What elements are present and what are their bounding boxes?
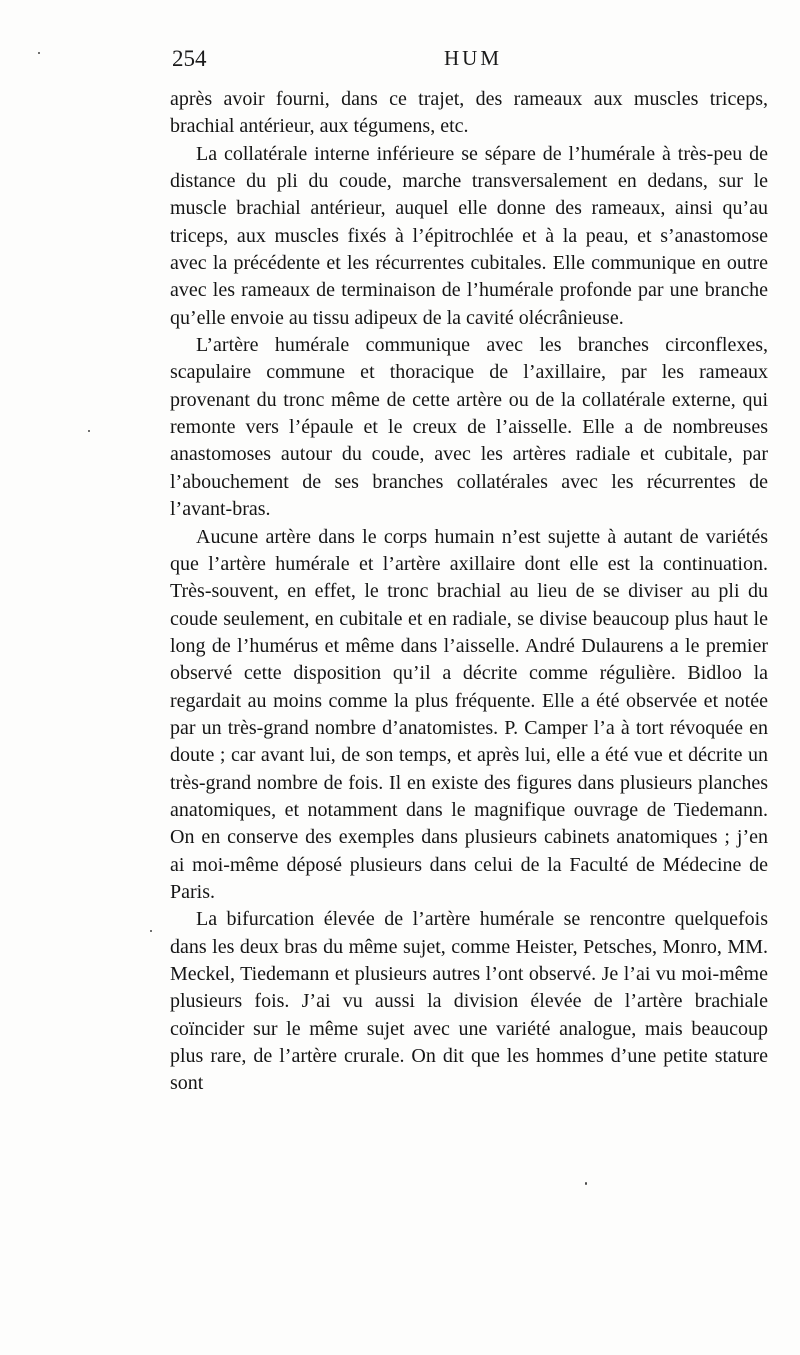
paragraph: La collatérale interne inférieure se sépare de l’humérale à très-peu de distance du pli du coude, marche transversalement en dedans, sur le muscle brachial antérieur, auquel elle donne des rameaux, ainsi qu’au triceps, aux muscles fixés à l’épitrochlée et à la peau, et s’anastomose avec la précédente et les récurrentes cubitales. Elle communique en outre avec les rameaux de terminaison de l’humérale profonde par une branche qu’elle envoie au tissu adipeux de la cavité olécrânieuse.: [170, 142, 768, 329]
page-number: 254: [172, 46, 207, 71]
paragraph: Aucune artère dans le corps humain n’est sujette à autant de variétés que l’artère humérale et l’artère axillaire dont elle est la continuation. Très-souvent, en effet, le tronc brachial au lieu de se diviser au pli du coude seulement, en cubitale et en radiale, se divise beaucoup plus haut le long de l’humérus et même dans l’aisselle. André Dulaurens a le premier observé cette disposition qu’il a décrite comme régulière. Bidloo la regardait au moins comme la plus fréquente. Elle a été observée et notée par un très-grand nombre d’anatomistes. P. Camper l’a à tort révoquée en doute ; car avant lui, de son temps, et après lui, elle a été vue et décrite un très-grand nombre de fois. Il en existe des figures dans plusieurs planches anatomiques, et notamment dans le magnifique ouvrage de Tiedemann. On en conserve des exemples dans plusieurs cabinets anatomiques ; j’en ai moi-même déposé plusieurs dans celui de la Faculté de Médecine de Paris.: [170, 525, 768, 903]
page-header: [172, 46, 768, 80]
paper-speck: [88, 430, 90, 432]
running-head: HUM: [444, 46, 503, 70]
paper-speck: [150, 930, 152, 932]
body-text: [170, 86, 768, 1098]
paragraph: La bifurcation élevée de l’artère humérale se rencontre quelquefois dans les deux bras du même sujet, comme Heister, Petsches, Monro, MM. Meckel, Tiedemann et plusieurs autres l’ont observé. Je l’ai vu moi-même plusieurs fois. J’ai vu aussi la division élevée de l’artère brachiale coïncider sur le même sujet avec une variété analogue, mais beaucoup plus rare, de l’artère crurale. On dit que les hommes d’une petite stature sont: [170, 908, 768, 1095]
paper-speck: [38, 52, 40, 54]
paragraph: L’artère humérale communique avec les branches circonflexes, scapulaire commune et thoracique de l’axillaire, par les rameaux provenant du tronc même de cette artère ou de la collatérale externe, qui remonte vers l’épaule et le creux de l’aisselle. Elle a de nombreuses anastomoses autour du coude, avec les artères radiale et cubitale, par l’abouchement de ses branches collatérales avec les récurrentes de l’avant-bras.: [170, 334, 768, 521]
paragraph-continuation: après avoir fourni, dans ce trajet, des rameaux aux muscles triceps, brachial antérieur, aux tégumens, etc.: [170, 88, 768, 138]
paper-speck: [585, 1182, 587, 1185]
